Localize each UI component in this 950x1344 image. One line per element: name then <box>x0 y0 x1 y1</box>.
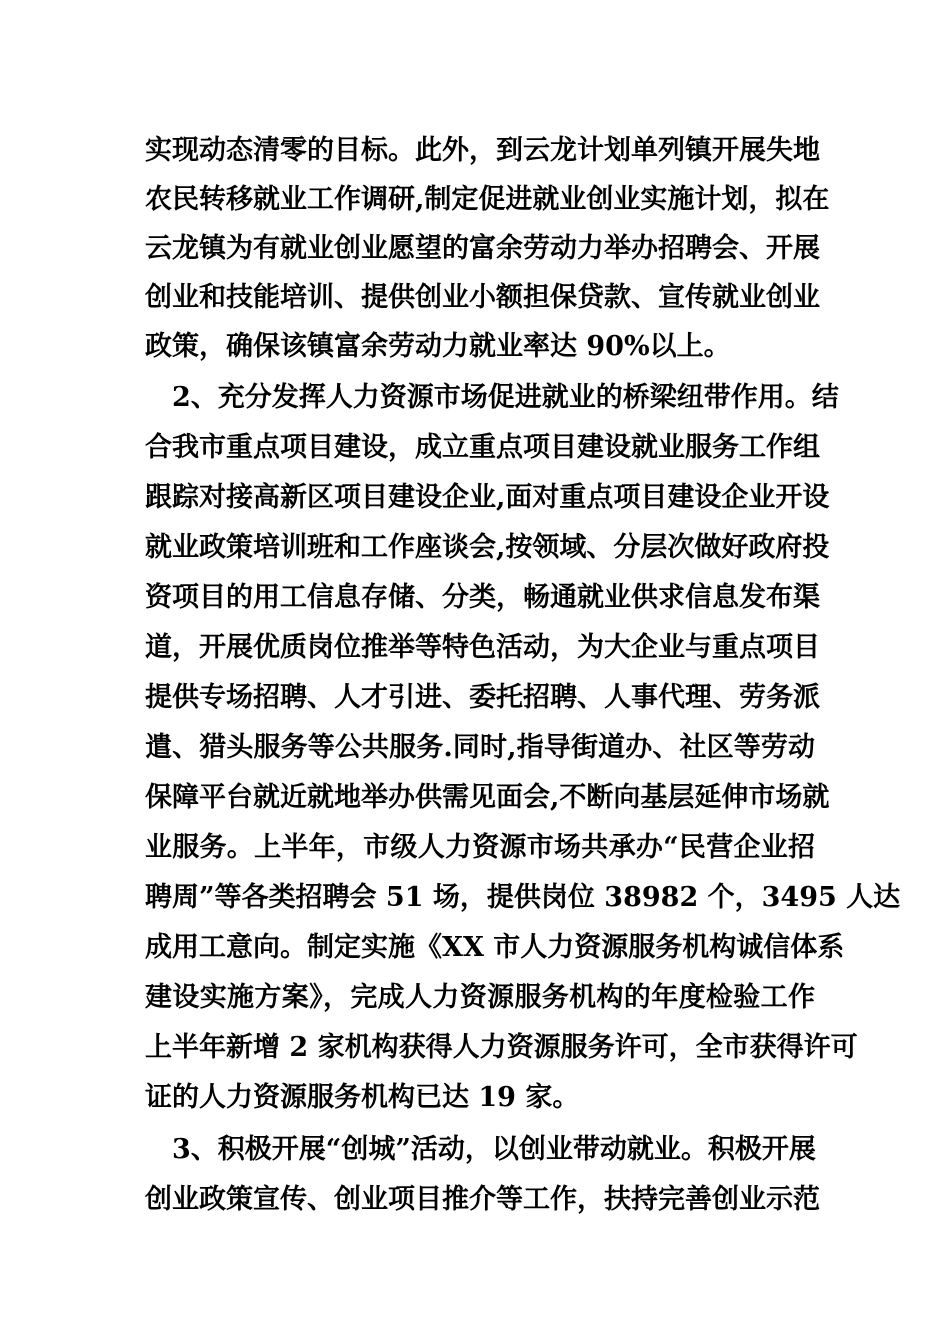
text-line: 跟踪对接高新区项目建设企业,面对重点项目建设企业开设 <box>145 482 830 513</box>
text-line: 合我市重点项目建设，成立重点项目建设就业服务工作组 <box>145 432 820 463</box>
text-line: 道，开展优质岗位推举等特色活动，为大企业与重点项目 <box>145 632 820 663</box>
text-line: 提供专场招聘、人才引进、委托招聘、人事代理、劳务派 <box>145 682 820 713</box>
text-line: 云龙镇为有就业创业愿望的富余劳动力举办招聘会、开展 <box>145 233 820 264</box>
text-line: 政策，确保该镇富余劳动力就业率达 90%以上。 <box>145 331 731 362</box>
text-line: 建设实施方案》，完成人力资源服务机构的年度检验工作 <box>145 982 815 1013</box>
text-line: 聘周”等各类招聘会 51 场，提供岗位 38982 个，3495 人达 <box>145 882 901 913</box>
text-line: 遣、猎头服务等公共服务.同时,指导街道办、社区等劳动 <box>145 732 815 763</box>
text-line: 证的人力资源服务机构已达 19 家。 <box>145 1082 580 1113</box>
text-line: 保障平台就近就地举办供需见面会,不断向基层延伸市场就 <box>145 782 830 813</box>
text-line: 创业政策宣传、创业项目推介等工作，扶持完善创业示范 <box>145 1184 820 1215</box>
text-line: 资项目的用工信息存储、分类，畅通就业供求信息发布渠 <box>145 582 820 613</box>
text-line: 3、积极开展“创城”活动，以创业带动就业。积极开展 <box>172 1134 816 1165</box>
text-line: 业服务。上半年，市级人力资源市场共承办“民营企业招 <box>145 832 815 863</box>
text-line: 上半年新增 2 家机构获得人力资源服务许可，全市获得许可 <box>145 1032 858 1063</box>
text-line: 农民转移就业工作调研,制定促进就业创业实施计划，拟在 <box>145 184 830 215</box>
text-line: 就业政策培训班和工作座谈会,按领域、分层次做好政府投 <box>145 532 830 563</box>
text-line: 创业和技能培训、提供创业小额担保贷款、宣传就业创业 <box>145 282 820 313</box>
text-line: 2、充分发挥人力资源市场促进就业的桥梁纽带作用。结 <box>172 382 839 413</box>
text-line: 实现动态清零的目标。此外，到云龙计划单列镇开展失地 <box>145 135 820 166</box>
text-line: 成用工意向。制定实施《XX 市人力资源服务机构诚信体系 <box>145 932 845 963</box>
